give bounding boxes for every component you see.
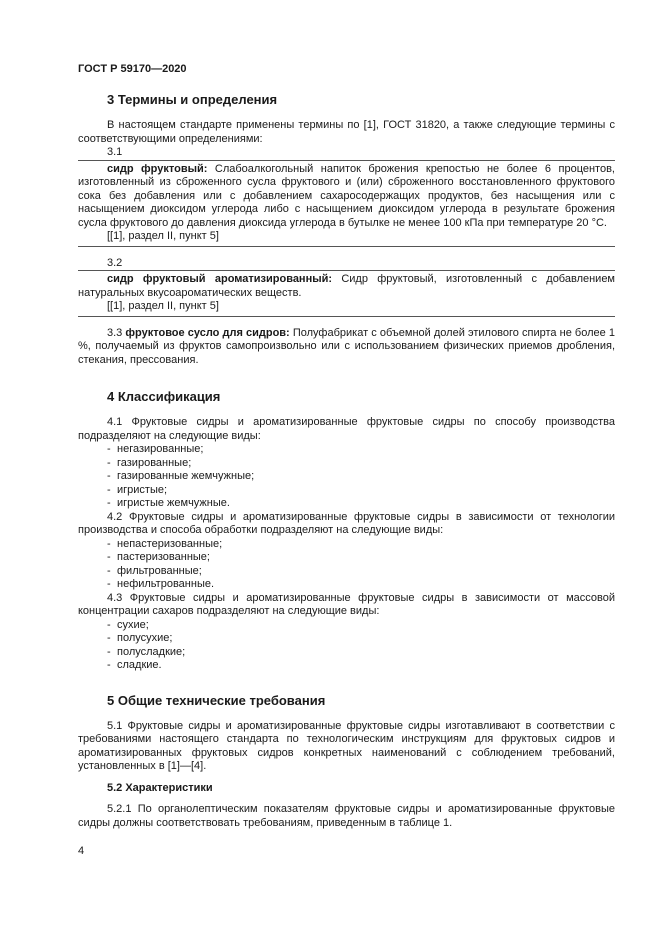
list-4-3 [78, 619, 615, 673]
list-item: - сладкие. [107, 659, 162, 671]
list-item: - пастеризованные; [107, 551, 210, 563]
section-5-title: 5 Общие технические требования [107, 692, 326, 708]
list-item: - непастеризованные; [107, 537, 223, 550]
term-3-3-term: фруктовое сусло для сидров: [125, 326, 290, 339]
para-5-1: 5.1 Фруктовые сидры и ароматизированные фруктовые сидры изготавливают в соответствии с требованиями настоящего стандарта по технологическим инструкциям для фруктовых сидров и ароматизированных фруктовых сидров конкретных наименований с соблюдением требований, установленных в [1]—[4]. [78, 719, 615, 772]
section-3-title: 3 Термины и определения [107, 92, 278, 107]
term-3-2-source: [[1], раздел II, пункт 5] [107, 300, 219, 312]
section-3-intro: В настоящем стандарте применены термины по [1], ГОСТ 31820, а также следующие термины с соответствующими определениями: [78, 119, 615, 145]
section-4-title: 4 Классификация [107, 389, 221, 404]
term-3-1-number: 3.1 [107, 146, 123, 158]
term-3-2-term: сидр фруктовый ароматизированный: [107, 273, 333, 285]
term-3-2-text [78, 273, 615, 300]
term-3-2-definition: Сидр фруктовый, изготовленный с добавлением натуральных вкусоароматических веществ. [78, 273, 615, 299]
list-4-1 [78, 443, 615, 511]
para-4-2: 4.2 Фруктовые сидры и ароматизированные фруктовые сидры в зависимости от технологии производства и способа обработки подразделяют на следующие виды: [78, 510, 615, 536]
term-3-3-number: 3.3 [107, 326, 126, 339]
list-item: - негазированные; [107, 443, 204, 455]
term-3-1-term: сидр фруктовый: [107, 162, 208, 175]
term-3-3-text [78, 327, 615, 368]
term-3-1-box [78, 160, 615, 247]
term-3-3-definition: Полуфабрикат с объемной долей этилового спирта не более 1 %, получаемый из фруктов самопроизвольно или с использованием физических приемов дробления, стекания, прессования. [78, 326, 615, 366]
term-3-1-text [78, 163, 615, 231]
para-5-2-1: 5.2.1 По органолептическим показателям фруктовые сидры и ароматизированные фруктовые сидры должны соответствовать требованиям, приведенным в таблице 1. [78, 803, 615, 829]
list-item: - сухие; [107, 618, 149, 631]
list-item: - полусладкие; [107, 645, 186, 658]
page-content [78, 92, 615, 830]
term-3-2-number: 3.2 [107, 256, 123, 269]
list-item: - газированные; [107, 456, 192, 469]
term-3-1-definition: Слабоалкогольный напиток брожения крепостью не более 6 процентов, изготовленный из сброженного сусла фруктового и (или) сброженного восстановленного фруктового сока без добавления или с добавлением сахаросодержащих продуктов, без насыщения или с насыщением диоксидом углерода либо с насыщением диоксидом углерода в результате брожения сусла фруктового до давления диоксида углерода в бутылке не менее 100 кПа при температуре 20 °С. [78, 162, 615, 229]
list-4-2 [78, 538, 615, 592]
list-item: - полусухие; [107, 632, 173, 644]
list-item: - игристые жемчужные. [107, 497, 230, 509]
subsection-5-2-title: 5.2 Характеристики [107, 781, 213, 794]
para-4-1: 4.1 Фруктовые сидры и ароматизированные фруктовые сидры по способу производства подразделяют на следующие виды: [78, 416, 615, 442]
list-item: - нефильтрованные. [107, 578, 215, 590]
para-4-3: 4.3 Фруктовые сидры и ароматизированные фруктовые сидры в зависимости от массовой концентрации сахаров подразделяют на следующие виды: [78, 591, 615, 617]
list-item: - фильтрованные; [107, 564, 202, 577]
list-item: - игристые; [107, 483, 168, 496]
term-3-1-source: [[1], раздел II, пункт 5] [107, 230, 219, 242]
standard-number: ГОСТ Р 59170—2020 [78, 63, 187, 75]
term-3-2-box [78, 270, 615, 317]
list-item: - газированные жемчужные; [107, 470, 255, 482]
page-number: 4 [78, 845, 85, 857]
